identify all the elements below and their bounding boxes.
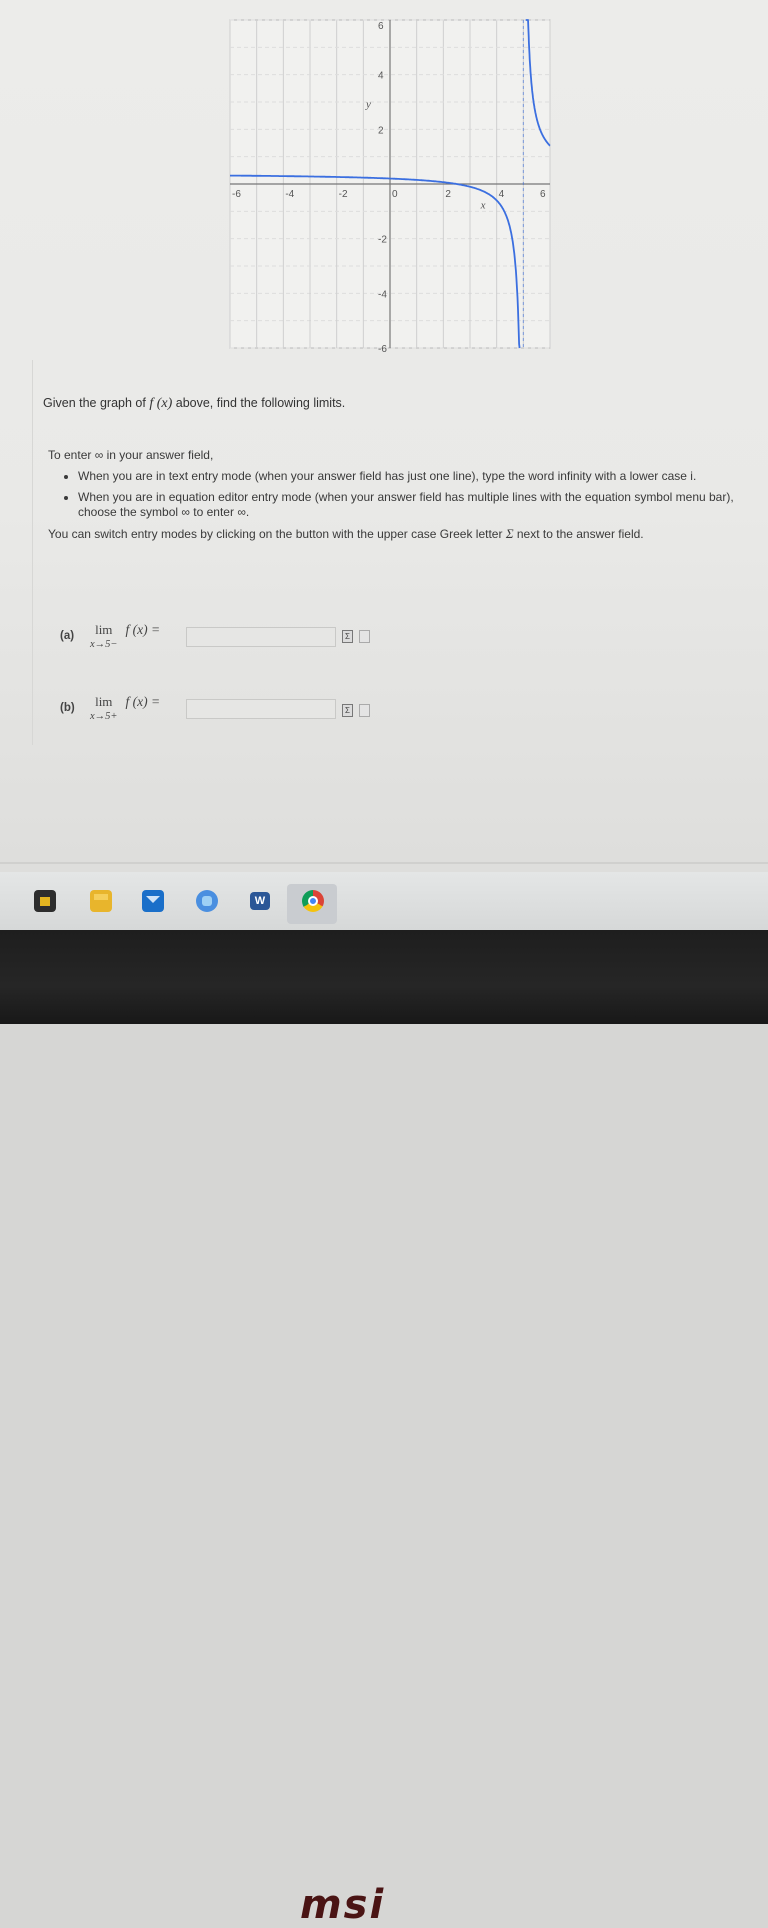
question-prompt — [43, 396, 345, 412]
instructions-list — [48, 469, 738, 520]
x-axis-label: x — [480, 199, 486, 212]
function-graph — [222, 14, 558, 354]
photos-icon[interactable] — [196, 890, 218, 912]
content-border — [32, 360, 33, 745]
limit-expression: f (x) = — [125, 694, 161, 709]
instruction-text-mode: • When you are in text entry mode (when your answer field has just one line), type the word infinity with a lower case i. — [78, 469, 738, 484]
word-icon[interactable] — [250, 892, 270, 910]
instruction-equation-mode — [78, 490, 738, 520]
x-tick-label: -6 — [232, 189, 241, 200]
switch-post: next to the answer field. — [513, 527, 644, 541]
y-tick-label: -2 — [378, 234, 387, 246]
store-icon[interactable] — [34, 890, 56, 912]
y-tick-label: -6 — [378, 344, 387, 354]
document-icon[interactable] — [359, 704, 370, 717]
prompt-text-end: above, find the following limits. — [172, 396, 346, 410]
x-tick-label: -4 — [285, 189, 295, 200]
answer-input-a[interactable] — [186, 627, 336, 647]
y-tick-label: 2 — [378, 125, 384, 137]
x-tick-label: 4 — [498, 189, 505, 200]
taskbar — [0, 872, 768, 930]
instructions-intro — [48, 448, 738, 463]
part-b — [60, 694, 160, 724]
prompt-function: f (x) — [149, 396, 173, 411]
infinity-symbol: ∞ — [94, 448, 104, 462]
intro-post: in your answer field, — [103, 448, 214, 462]
y-tick-label: 6 — [378, 21, 384, 32]
mail-icon[interactable] — [142, 890, 164, 912]
y-tick-label: -4 — [378, 289, 387, 301]
bullet2-mid: to enter — [189, 505, 238, 519]
intro-pre: To enter — [48, 448, 95, 462]
prompt-text-start: Given the graph of — [43, 396, 150, 410]
chrome-icon[interactable] — [302, 890, 324, 912]
lim-word: lim — [95, 622, 113, 637]
document-icon[interactable] — [359, 630, 370, 643]
x-tick-label: 6 — [540, 189, 546, 200]
browser-viewport — [0, 0, 768, 930]
infinity-instructions — [48, 448, 738, 542]
limit-notation-a — [90, 622, 118, 650]
x-tick-label: 0 — [392, 189, 398, 200]
lim-subscript: x→5− — [90, 639, 118, 650]
x-tick-label: 2 — [445, 189, 451, 200]
limit-expression: f (x) = — [125, 622, 161, 637]
part-b-label: (b) — [60, 702, 75, 714]
y-axis-label: y — [366, 98, 371, 111]
file-explorer-icon[interactable] — [90, 890, 112, 912]
bullet2-pre: When you are in equation editor entry mode (when your answer field has multiple lines with the equation symbol menu bar), choose the symbol — [78, 490, 734, 519]
lim-word: lim — [95, 694, 113, 709]
part-a — [60, 622, 160, 652]
word-letter: W — [254, 895, 266, 907]
y-tick-label: 4 — [378, 70, 384, 82]
brand-logo: msi — [300, 1882, 386, 1928]
instructions-switch — [48, 526, 738, 542]
bullet2-end: . — [245, 505, 250, 519]
sigma-symbol: Σ — [505, 526, 514, 541]
equation-editor-icon[interactable]: Σ — [342, 704, 353, 717]
equation-editor-icon[interactable]: Σ — [342, 630, 353, 643]
part-a-label: (a) — [60, 630, 75, 642]
switch-pre: You can switch entry modes by clicking on the button with the upper case Greek letter — [48, 527, 506, 541]
answer-input-b[interactable] — [186, 699, 336, 719]
infinity-symbol: ∞ — [181, 505, 190, 519]
limit-notation-b — [90, 694, 118, 722]
lim-subscript: x→5+ — [90, 711, 118, 722]
graph-svg — [222, 14, 558, 354]
x-tick-label: -2 — [338, 189, 348, 200]
infinity-symbol: ∞ — [237, 505, 246, 519]
monitor-bezel — [0, 930, 768, 1928]
page-divider — [0, 862, 768, 864]
